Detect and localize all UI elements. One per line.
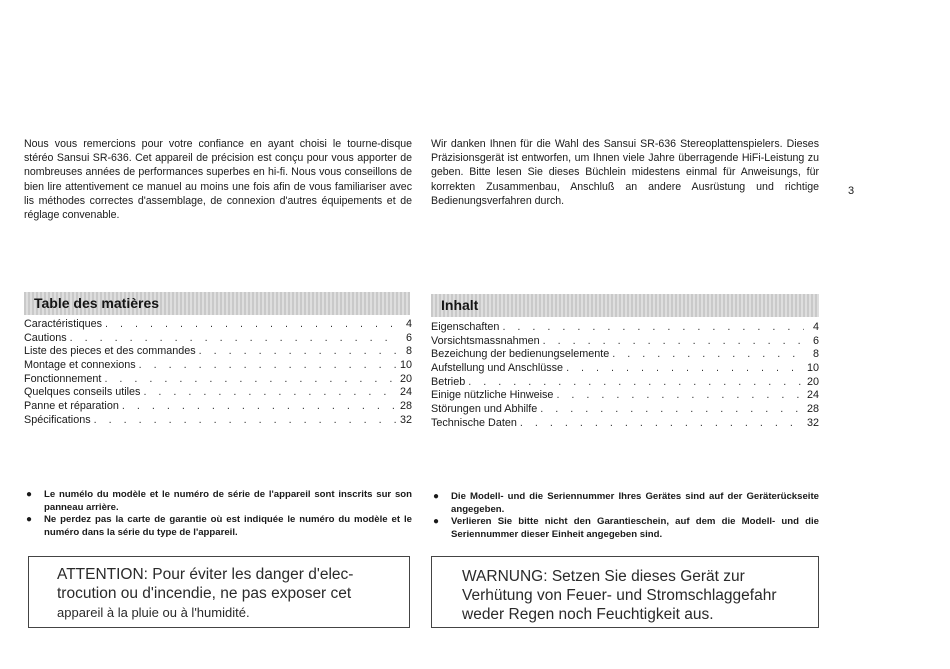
- note-item: [433, 491, 819, 516]
- toc-entry: [431, 348, 819, 362]
- toc-entry-label: Eigenschaften: [431, 321, 500, 333]
- toc-entry-label: Cautions: [24, 331, 67, 344]
- bullet-icon: ●: [26, 514, 33, 526]
- intro-paragraph-de: Wir danken Ihnen für die Wahl des Sansui SR-636 Stereoplattenspielers. Dieses Präzisionsgerät ist entworfen, um Ihnen viele Jahre überragende HiFi-Leistung zu geben. Bitte lesen Sie dieses Büchlein midestens einmal für Anweisungs, für korrekten Zusammenbau, Anschluß an andere Ausrüstung und richtige Bedienungsverfahren durch.: [431, 138, 819, 207]
- toc-entry-page: 20: [399, 372, 412, 385]
- toc-title-de: Inhalt: [441, 297, 479, 313]
- toc-entry-page: 32: [399, 413, 412, 426]
- note-item: [26, 514, 412, 539]
- toc-leader-dots: [543, 335, 804, 349]
- toc-leader-dots: [556, 389, 804, 403]
- toc-heading-de: [431, 294, 819, 317]
- toc-entry: [431, 403, 819, 417]
- toc-entry: [431, 335, 819, 349]
- toc-leader-dots: [566, 362, 804, 376]
- toc-entry-label: Quelques conseils utiles: [24, 386, 141, 399]
- warning-line: ATTENTION: Pour éviter les danger d'elec-: [57, 566, 354, 583]
- toc-entry-page: 32: [806, 416, 819, 429]
- toc-entry-label: Fonctionnement: [24, 372, 102, 385]
- note-text: Ne perdez pas la carte de garantie où est indiquée le numéro du modèle et le numéro dans la série du type de l'appareil.: [44, 514, 412, 538]
- bullet-icon: ●: [433, 516, 440, 528]
- warning-box-de: [431, 556, 819, 628]
- toc-entry-label: Montage et connexions: [24, 359, 136, 372]
- toc-entry: [24, 373, 412, 387]
- warning-line: trocution ou d'incendie, ne pas exposer cet: [57, 585, 352, 602]
- note-item: [433, 516, 819, 541]
- toc-entry-label: Vorsichtsmassnahmen: [431, 334, 540, 347]
- toc-entry: [24, 400, 412, 414]
- toc-entry: [431, 321, 819, 335]
- toc-list-fr: [24, 318, 412, 428]
- toc-leader-dots: [612, 348, 804, 362]
- toc-leader-dots: [502, 321, 804, 335]
- toc-entry-page: 4: [405, 318, 412, 330]
- toc-entry: [24, 345, 412, 359]
- toc-leader-dots: [468, 376, 804, 390]
- toc-entry-page: 28: [806, 403, 819, 416]
- toc-entry-page: 8: [405, 345, 412, 358]
- notes-list-fr: [26, 489, 412, 539]
- note-text: Die Modell- und die Seriennummer Ihres Gerätes sind auf der Geräterückseite angegeben.: [451, 491, 819, 515]
- toc-entry-label: Störungen und Abhilfe: [431, 403, 538, 416]
- toc-entry-label: Liste des pieces et des commandes: [24, 345, 196, 358]
- toc-leader-dots: [143, 386, 397, 400]
- note-item: [26, 489, 412, 514]
- toc-entry: [431, 376, 819, 390]
- toc-leader-dots: [70, 332, 397, 346]
- toc-entry-page: 6: [405, 331, 412, 344]
- note-text: Le numélo du modèle et le numéro de série de l'appareil sont inscrits sur son panneau arrière.: [44, 489, 412, 513]
- note-text: Verlieren Sie bitte nicht den Garantieschein, auf dem die Modell- und die Seriennummer dieser Einheit angegeben sind.: [451, 516, 819, 540]
- toc-entry-label: Einige nützliche Hinweise: [431, 389, 554, 402]
- toc-list-de: [431, 321, 819, 431]
- toc-entry-page: 8: [812, 348, 819, 361]
- toc-leader-dots: [199, 345, 397, 359]
- warning-line: Verhütung von Feuer- und Stromschlaggefahr: [462, 587, 777, 604]
- page-number: 3: [848, 185, 855, 197]
- toc-entry: [24, 414, 412, 428]
- toc-entry-label: Bezeichung der bedienungselemente: [431, 348, 610, 361]
- warning-line: appareil à la pluie ou à l'humidité.: [57, 605, 250, 620]
- toc-entry-label: Panne et réparation: [24, 400, 119, 413]
- toc-entry-page: 6: [812, 334, 819, 347]
- toc-leader-dots: [540, 403, 804, 417]
- toc-entry: [431, 389, 819, 403]
- toc-leader-dots: [520, 417, 804, 431]
- toc-leader-dots: [105, 318, 397, 332]
- intro-paragraph-fr: Nous vous remercions pour votre confiance en ayant choisi le tourne-disque stéréo Sansui SR-636. Cet appareil de précision est conçu pour vous apporter de nombreuses années de performances superbes en hi-fi. Nous vous conseillons de bien lire attentivement ce manuel au moins une fois afin de vous familiariser avec lis méthodes correctes d'assemblage, de connexion d'autres équipements et de réglage convenable.: [24, 138, 412, 222]
- bullet-icon: ●: [433, 491, 440, 502]
- toc-entry-page: 20: [806, 375, 819, 388]
- warning-line: WARNUNG: Setzen Sie dieses Gerät zur: [462, 568, 745, 585]
- toc-leader-dots: [122, 400, 397, 414]
- toc-entry-page: 4: [812, 321, 819, 333]
- bullet-icon: ●: [26, 489, 33, 500]
- toc-entry: [24, 386, 412, 400]
- toc-entry: [24, 318, 412, 332]
- toc-title-fr: Table des matières: [34, 295, 160, 311]
- toc-entry-page: 10: [806, 362, 819, 375]
- toc-entry: [431, 362, 819, 376]
- notes-list-de: [433, 491, 819, 541]
- toc-entry-label: Caractéristiques: [24, 318, 103, 330]
- toc-entry-label: Aufstellung und Anschlüsse: [431, 362, 564, 375]
- warning-box-fr: [28, 556, 410, 628]
- toc-entry: [431, 417, 819, 431]
- toc-entry-label: Spécifications: [24, 413, 91, 426]
- toc-heading-fr: [24, 292, 410, 315]
- toc-entry-page: 10: [399, 359, 412, 372]
- toc-entry-label: Betrieb: [431, 375, 466, 388]
- toc-entry-page: 24: [399, 386, 412, 399]
- toc-leader-dots: [104, 373, 397, 387]
- toc-entry: [24, 359, 412, 373]
- warning-line: weder Regen noch Feuchtigkeit aus.: [462, 606, 714, 623]
- toc-leader-dots: [94, 414, 397, 428]
- toc-leader-dots: [139, 359, 397, 373]
- toc-entry-page: 24: [806, 389, 819, 402]
- toc-entry-page: 28: [399, 400, 412, 413]
- toc-entry: [24, 332, 412, 346]
- toc-entry-label: Technische Daten: [431, 416, 517, 429]
